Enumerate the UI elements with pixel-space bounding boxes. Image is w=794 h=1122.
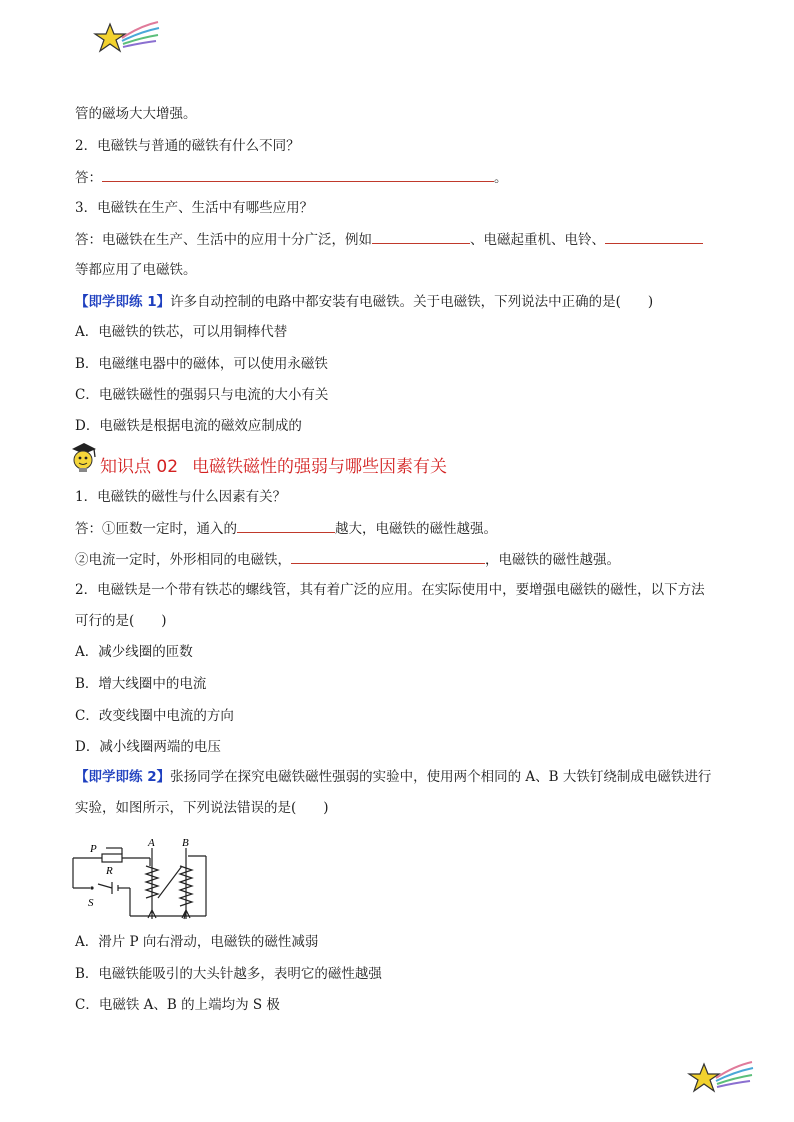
q2-answer-blank bbox=[102, 167, 494, 182]
kp-q1-line2-prefix: ②电流一定时，外形相同的电磁铁， bbox=[75, 552, 291, 568]
practice2-stem-line1 bbox=[75, 767, 711, 787]
kp-q1-blank-1 bbox=[237, 518, 335, 533]
kp-q2-stem-line2: 可行的是( ) bbox=[75, 613, 167, 629]
kp-q1-line2-suffix: ，电磁铁的磁性越强。 bbox=[485, 552, 620, 568]
knowledge-point-label: 知识点 02 bbox=[100, 457, 179, 477]
q2-question: 2．电磁铁与普通的磁铁有什么不同？ bbox=[75, 138, 300, 154]
kp-q1-answer-line2 bbox=[75, 549, 620, 570]
kp-q1-line1-prefix: 答：①匝数一定时，通入的 bbox=[75, 521, 237, 537]
kp-q2-stem-line1: 2．电磁铁是一个带有铁芯的螺线管，其有着广泛的应用。在实际使用中，要增强电磁铁的磁性，以下方法 bbox=[75, 582, 705, 598]
q3-answer-part3: 等都应用了电磁铁。 bbox=[75, 262, 197, 278]
figure-label-s: S bbox=[88, 897, 94, 909]
shooting-star-icon bbox=[686, 1056, 756, 1096]
q2-answer bbox=[75, 167, 508, 188]
q3-answer-part2: 、电磁起重机、电铃、 bbox=[470, 232, 605, 248]
figure-label-a: A bbox=[148, 837, 155, 849]
practice2-option-b: B．电磁铁能吸引的大头针越多，表明它的磁性越强 bbox=[75, 966, 382, 982]
q3-blank-2 bbox=[605, 229, 703, 244]
practice1-option-a: A．电磁铁的铁芯，可以用铜棒代替 bbox=[75, 324, 288, 340]
knowledge-point-title: 电磁铁磁性的强弱与哪些因素有关 bbox=[192, 457, 448, 477]
practice2-stem-1: 张扬同学在探究电磁铁磁性强弱的实验中，使用两个相同的 A、B 大铁钉绕制成电磁铁进行 bbox=[170, 769, 712, 785]
kp-q2-option-c: C．改变线圈中电流的方向 bbox=[75, 708, 234, 724]
q3-answer-part1: 答：电磁铁在生产、生活中的应用十分广泛，例如 bbox=[75, 232, 372, 248]
practice2-stem-line2: 实验，如图所示，下列说法错误的是( ) bbox=[75, 800, 329, 816]
practice2-option-c: C．电磁铁 A、B 的上端均为 S 极 bbox=[75, 997, 280, 1013]
practice1-option-d: D．电磁铁是根据电流的磁效应制成的 bbox=[75, 418, 302, 434]
practice2-option-a: A．滑片 P 向右滑动，电磁铁的磁性减弱 bbox=[75, 934, 319, 950]
practice1-tag: 【即学即练 1】 bbox=[75, 294, 171, 310]
kp-q1-answer-line1 bbox=[75, 518, 497, 539]
figure-label-r: R bbox=[106, 865, 113, 877]
shooting-star-icon bbox=[92, 16, 162, 56]
scholar-bulb-icon bbox=[68, 440, 100, 474]
continuation-text: 管的磁场大大增强。 bbox=[75, 106, 197, 122]
practice1-stem-line bbox=[75, 292, 653, 312]
kp-q1-line1-suffix: 越大，电磁铁的磁性越强。 bbox=[335, 521, 497, 537]
practice1-option-b: B．电磁继电器中的磁体，可以使用永磁铁 bbox=[75, 356, 328, 372]
q2-answer-suffix: 。 bbox=[494, 170, 508, 186]
q2-answer-prefix: 答： bbox=[75, 170, 102, 186]
circuit-diagram bbox=[68, 836, 218, 924]
figure-label-b: B bbox=[182, 837, 189, 849]
kp-q2-option-d: D．减小线圈两端的电压 bbox=[75, 739, 221, 755]
practice2-tag: 【即学即练 2】 bbox=[75, 769, 171, 785]
practice1-option-c: C．电磁铁磁性的强弱只与电流的大小有关 bbox=[75, 387, 329, 403]
kp-q1-question: 1．电磁铁的磁性与什么因素有关？ bbox=[75, 489, 287, 505]
figure-label-p: P bbox=[90, 843, 97, 855]
q3-answer-line bbox=[75, 229, 703, 250]
kp-q1-blank-2 bbox=[291, 549, 485, 564]
q3-question: 3．电磁铁在生产、生活中有哪些应用？ bbox=[75, 200, 314, 216]
practice1-stem: 许多自动控制的电路中都安装有电磁铁。关于电磁铁，下列说法中正确的是( ) bbox=[170, 294, 654, 310]
kp-q2-option-a: A．减少线圈的匝数 bbox=[75, 644, 193, 660]
kp-q2-option-b: B．增大线圈中的电流 bbox=[75, 676, 207, 692]
q3-blank-1 bbox=[372, 229, 470, 244]
knowledge-point-heading bbox=[100, 456, 447, 478]
